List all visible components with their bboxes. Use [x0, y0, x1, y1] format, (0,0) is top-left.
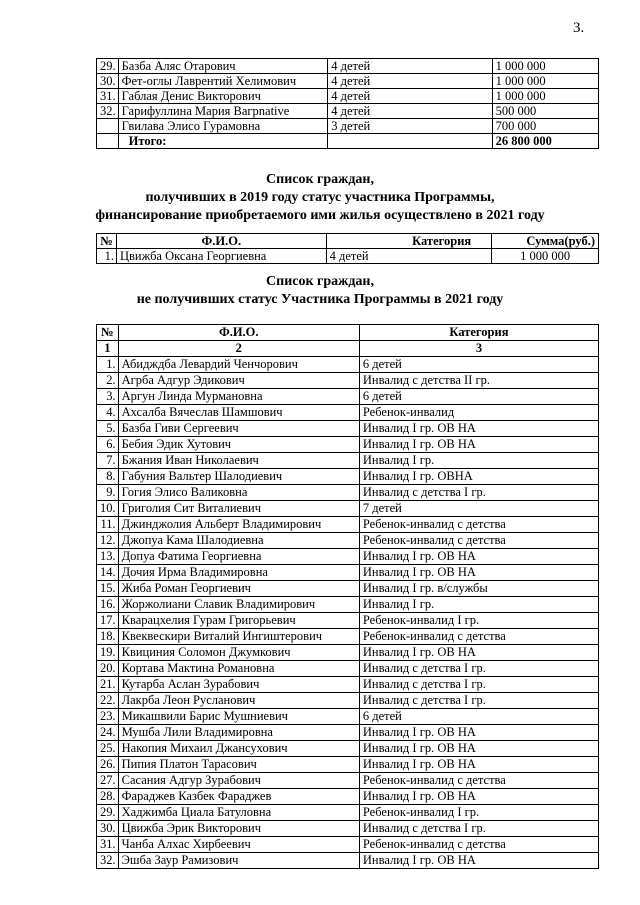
header-category: Категория — [326, 234, 492, 249]
row-category: Инвалид I гр. — [359, 453, 598, 469]
row-number: 18. — [97, 629, 119, 645]
row-name: Джинджолия Альберт Владимирович — [118, 517, 359, 533]
total-label: Итого: — [118, 134, 328, 149]
table-row — [97, 357, 599, 373]
section2-table — [96, 233, 599, 264]
row-category: Инвалид I гр. ОВ НА — [359, 853, 598, 869]
table-row — [97, 437, 599, 453]
row-category: Инвалид I гр. ОВ НА — [359, 725, 598, 741]
row-number: 26. — [97, 757, 119, 773]
row-category: Инвалид с детства I гр. — [359, 661, 598, 677]
row-category: Ребенок-инвалид I гр. — [359, 613, 598, 629]
row-name: Хаджимба Циала Батуловна — [118, 805, 359, 821]
row-number: 27. — [97, 773, 119, 789]
row-category: 4 детей — [326, 249, 492, 264]
row-category: 6 детей — [359, 709, 598, 725]
header-number: № — [97, 325, 119, 341]
row-category: Инвалид с детства I гр. — [359, 821, 598, 837]
row-name: Кварацхелия Гурам Григорьевич — [118, 613, 359, 629]
row-number: 29. — [97, 59, 119, 74]
row-category: Инвалид I гр. ОВ НА — [359, 549, 598, 565]
row-name: Гвилава Элисо Гурамовна — [118, 119, 328, 134]
row-category: Инвалид I гр. ОВ НА — [359, 437, 598, 453]
row-number: 25. — [97, 741, 119, 757]
table-row — [97, 597, 599, 613]
row-name: Пипия Платон Тарасович — [118, 757, 359, 773]
column-number-row — [97, 341, 599, 357]
total-row — [97, 134, 599, 149]
row-name: Кортава Мактина Романовна — [118, 661, 359, 677]
row-category: 4 детей — [328, 59, 492, 74]
row-number: 19. — [97, 645, 119, 661]
row-name: Джопуа Кама Шалодиевна — [118, 533, 359, 549]
table-row — [97, 805, 599, 821]
row-amount: 1 000 000 — [492, 89, 598, 104]
row-number: 30. — [97, 74, 119, 89]
section3-title — [0, 273, 640, 309]
row-number: 1. — [97, 357, 119, 373]
row-category: Ребенок-инвалид с детства — [359, 773, 598, 789]
row-name: Чанба Алхас Хирбеевич — [118, 837, 359, 853]
table-row — [97, 517, 599, 533]
row-name: Фараджев Казбек Фараджев — [118, 789, 359, 805]
header-number: № — [97, 234, 117, 249]
page-number: 3. — [573, 20, 585, 36]
row-category: Инвалид с детства I гр. — [359, 693, 598, 709]
row-number: 7. — [97, 453, 119, 469]
col-number: 2 — [118, 341, 359, 357]
row-category: 4 детей — [328, 74, 492, 89]
row-category: Ребенок-инвалид I гр. — [359, 805, 598, 821]
row-name: Фет-оглы Лаврентий Хелимович — [118, 74, 328, 89]
table-row — [97, 104, 599, 119]
table-row — [97, 581, 599, 597]
table-row — [97, 821, 599, 837]
row-name: Квициния Соломон Джумкович — [118, 645, 359, 661]
row-name: Цвижба Оксана Георгиевна — [116, 249, 326, 264]
section2-title-line: Список граждан, — [266, 172, 374, 187]
header-name: Ф.И.О. — [118, 325, 359, 341]
row-amount: 1 000 000 — [492, 74, 598, 89]
row-amount: 700 000 — [492, 119, 598, 134]
row-name: Жоржолиани Славик Владимирович — [118, 597, 359, 613]
row-number: 31. — [97, 837, 119, 853]
row-category: 7 детей — [359, 501, 598, 517]
row-number: 14. — [97, 565, 119, 581]
row-number: 9. — [97, 485, 119, 501]
row-name: Базба Аляс Отарович — [118, 59, 328, 74]
table-row — [97, 549, 599, 565]
row-number: 24. — [97, 725, 119, 741]
row-category: Ребенок-инвалид с детства — [359, 629, 598, 645]
row-number: 22. — [97, 693, 119, 709]
section2-header-row — [97, 234, 599, 249]
row-number: 32. — [97, 853, 119, 869]
row-category: 6 детей — [359, 357, 598, 373]
row-category: Ребенок-инвалид с детства — [359, 517, 598, 533]
row-number: 11. — [97, 517, 119, 533]
table-row — [97, 789, 599, 805]
section2-title — [0, 171, 640, 225]
row-name: Агрба Адгур Эдикович — [118, 373, 359, 389]
table-row — [97, 661, 599, 677]
section3-table — [96, 324, 599, 869]
row-name: Квеквескири Виталий Ингиштерович — [118, 629, 359, 645]
row-number: 13. — [97, 549, 119, 565]
row-name: Габуния Вальтер Шалодиевич — [118, 469, 359, 485]
row-number: 12. — [97, 533, 119, 549]
table-row — [97, 853, 599, 869]
total-value: 26 800 000 — [492, 134, 598, 149]
header-amount: Сумма(руб.) — [492, 234, 599, 249]
table-row — [97, 645, 599, 661]
row-category: Инвалид I гр. ОВНА — [359, 469, 598, 485]
row-number: 2. — [97, 373, 119, 389]
row-name: Аргун Линда Мурмановна — [118, 389, 359, 405]
row-category: Инвалид I гр. ОВ НА — [359, 421, 598, 437]
continuation-table — [96, 58, 599, 149]
table-row — [97, 725, 599, 741]
row-name: Микашвили Барис Мушниевич — [118, 709, 359, 725]
row-number: 30. — [97, 821, 119, 837]
header-category: Категория — [359, 325, 598, 341]
table-row — [97, 89, 599, 104]
row-name: Бжания Иван Николаевич — [118, 453, 359, 469]
table-row — [97, 741, 599, 757]
row-name: Лакрба Леон Русланович — [118, 693, 359, 709]
row-name: Эшба Заур Рамизович — [118, 853, 359, 869]
row-number: 21. — [97, 677, 119, 693]
table-row — [97, 119, 599, 134]
row-number: 20. — [97, 661, 119, 677]
row-number: 16. — [97, 597, 119, 613]
row-category: Инвалид I гр. ОВ НА — [359, 757, 598, 773]
table-row — [97, 757, 599, 773]
table-row — [97, 485, 599, 501]
row-amount: 500 000 — [492, 104, 598, 119]
row-number: 1. — [97, 249, 117, 264]
row-number: 23. — [97, 709, 119, 725]
table-row — [97, 421, 599, 437]
row-name: Григолия Сит Виталиевич — [118, 501, 359, 517]
row-amount: 1 000 000 — [492, 249, 599, 264]
row-name: Мушба Лили Владимировна — [118, 725, 359, 741]
row-number: 4. — [97, 405, 119, 421]
row-amount: 1 000 000 — [492, 59, 598, 74]
row-number: 10. — [97, 501, 119, 517]
row-number: 32. — [97, 104, 119, 119]
row-name: Цвижба Эрик Викторович — [118, 821, 359, 837]
row-number: 31. — [97, 89, 119, 104]
row-category: 4 детей — [328, 104, 492, 119]
row-category: Инвалид I гр. ОВ НА — [359, 741, 598, 757]
row-number: 29. — [97, 805, 119, 821]
row-category: Инвалид I гр. ОВ НА — [359, 645, 598, 661]
row-number: 8. — [97, 469, 119, 485]
row-number: 17. — [97, 613, 119, 629]
table-row — [97, 373, 599, 389]
row-name: Допуа Фатима Георгиевна — [118, 549, 359, 565]
row-name: Ахсалба Вячеслав Шамшович — [118, 405, 359, 421]
table-row — [97, 613, 599, 629]
row-category: Инвалид I гр. в/службы — [359, 581, 598, 597]
row-name: Базба Гиви Сергеевич — [118, 421, 359, 437]
row-number: 15. — [97, 581, 119, 597]
table-row — [97, 709, 599, 725]
row-name: Кутарба Аслан Зурабович — [118, 677, 359, 693]
row-name: Накопия Михаил Джансухович — [118, 741, 359, 757]
header-name: Ф.И.О. — [116, 234, 326, 249]
table-row — [97, 59, 599, 74]
section3-header-row — [97, 325, 599, 341]
row-category: Инвалид с детства I гр. — [359, 677, 598, 693]
row-category: Инвалид с детства I гр. — [359, 485, 598, 501]
section3-title-line: Список граждан, — [266, 274, 374, 289]
table-row — [97, 74, 599, 89]
row-name: Жиба Роман Георгиевич — [118, 581, 359, 597]
row-name: Гогия Элисо Валиковна — [118, 485, 359, 501]
row-category: 3 детей — [328, 119, 492, 134]
table-row — [97, 533, 599, 549]
row-name: Габлая Денис Викторович — [118, 89, 328, 104]
table-row — [97, 837, 599, 853]
row-number: 28. — [97, 789, 119, 805]
table-row — [97, 453, 599, 469]
row-number: 3. — [97, 389, 119, 405]
table-row — [97, 565, 599, 581]
row-category: 6 детей — [359, 389, 598, 405]
table-row — [97, 773, 599, 789]
table-row — [97, 469, 599, 485]
table-row — [97, 501, 599, 517]
table-row — [97, 629, 599, 645]
table-row — [97, 405, 599, 421]
row-number: 6. — [97, 437, 119, 453]
col-number: 3 — [359, 341, 598, 357]
section2-title-line: получивших в 2019 году статус участника Программы, — [145, 190, 495, 205]
table-row — [97, 677, 599, 693]
table-row — [97, 693, 599, 709]
row-category: Ребенок-инвалид с детства — [359, 837, 598, 853]
row-name: Дочия Ирма Владимировна — [118, 565, 359, 581]
row-name: Гарифуллина Мария Вагрnative — [118, 104, 328, 119]
row-name: Бебия Эдик Хутович — [118, 437, 359, 453]
row-category: Инвалид I гр. — [359, 597, 598, 613]
row-category: Ребенок-инвалид — [359, 405, 598, 421]
col-number: 1 — [97, 341, 119, 357]
row-category: 4 детей — [328, 89, 492, 104]
row-category: Инвалид I гр. ОВ НА — [359, 789, 598, 805]
row-category: Инвалид I гр. ОВ НА — [359, 565, 598, 581]
table-row — [97, 389, 599, 405]
row-category: Инвалид с детства II гр. — [359, 373, 598, 389]
section2-title-line: финансирование приобретаемого ими жилья осуществлено в 2021 году — [95, 208, 545, 223]
row-number — [97, 119, 119, 134]
row-category: Ребенок-инвалид с детства — [359, 533, 598, 549]
row-number: 5. — [97, 421, 119, 437]
row-name: Сасания Адгур Зурабович — [118, 773, 359, 789]
section3-title-line: не получивших статус Участника Программы в 2021 году — [136, 292, 504, 307]
table-row — [97, 249, 599, 264]
row-name: Абидждба Левардий Ченчорович — [118, 357, 359, 373]
